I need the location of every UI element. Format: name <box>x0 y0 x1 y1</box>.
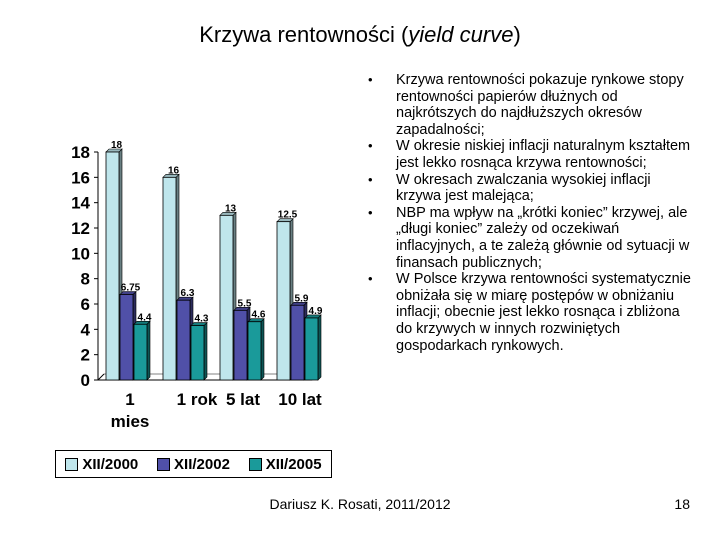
bullet-text: Krzywa rentowności pokazuje rynkowe stopy rentowności papierów dłużnych od najkrótszych do najdłuższych okresów zapadalności; <box>396 72 684 138</box>
bullet-item <box>368 138 698 171</box>
legend-item <box>65 456 138 473</box>
data-label: 6.75 <box>120 282 141 294</box>
x-tick-label-line: mies <box>110 412 150 431</box>
x-tick-label: 5 lat <box>225 390 261 409</box>
bar-side <box>261 319 264 380</box>
y-tick-label: 12 <box>71 219 90 238</box>
data-label: 4.9 <box>308 305 323 317</box>
y-tick-label: 8 <box>80 269 90 289</box>
y-tick-label: 0 <box>80 371 90 390</box>
bar <box>291 305 304 380</box>
legend-swatch <box>157 458 170 471</box>
y-tick-label: 18 <box>71 143 90 162</box>
slide-title-prefix: Krzywa rentowności ( <box>199 22 409 47</box>
bar <box>277 222 290 380</box>
x-tick-label: 1 rok <box>176 390 218 409</box>
legend-label: XII/2002 <box>174 455 230 473</box>
bullet-dot-icon: • <box>368 271 373 287</box>
bullet-text: W Polsce krzywa rentowności systematycznie obniżała się w miarę postępów w obniżaniu inflacji; obecnie jest lekko rosnąca i zbliżona do krzywych w innych rozwiniętych gospodarkach rynkowych. <box>396 271 691 354</box>
bullet-list <box>368 72 698 354</box>
bullet-text: W okresie niskiej inflacji naturalnym kształtem jest lekko rosnąca krzywa rentowności; <box>396 138 691 171</box>
y-tick-label: 4 <box>80 320 90 340</box>
y-tick-label: 2 <box>80 345 90 365</box>
bar <box>177 300 190 380</box>
slide-title <box>0 22 720 48</box>
slide-title-italic: yield curve <box>408 22 514 47</box>
bullet-dot-icon: • <box>368 138 373 154</box>
bullet-dot-icon: • <box>368 171 373 187</box>
floor-edge-line <box>98 374 104 380</box>
legend-swatch <box>249 458 262 471</box>
legend-item <box>157 456 230 473</box>
bullet-item <box>368 205 698 271</box>
x-tick-label: 10 lat <box>278 390 322 409</box>
data-label: 5.9 <box>294 293 309 305</box>
yield-bar-chart <box>50 140 340 440</box>
chart-svg <box>50 140 340 440</box>
bar <box>248 322 261 380</box>
bullet-item <box>368 271 698 354</box>
data-label: 13 <box>224 203 237 215</box>
chart-legend <box>55 450 332 478</box>
y-tick-label: 14 <box>71 193 90 213</box>
data-label: 4.4 <box>137 312 152 324</box>
bar <box>134 324 147 380</box>
bar-side <box>204 323 207 380</box>
legend-swatch <box>65 458 78 471</box>
bar <box>305 318 318 380</box>
data-label: 6.3 <box>180 288 195 300</box>
y-tick-label: 6 <box>80 295 90 314</box>
slide-title-suffix: ) <box>513 22 521 47</box>
data-label: 5.5 <box>237 298 252 310</box>
data-label: 4.6 <box>251 309 266 321</box>
bar <box>220 215 233 380</box>
data-label: 18 <box>110 140 123 151</box>
legend-label: XII/2000 <box>82 455 139 473</box>
data-label: 4.3 <box>194 313 209 325</box>
bar <box>234 310 247 380</box>
legend-item <box>249 456 322 473</box>
bar <box>191 326 204 380</box>
y-tick-label: 10 <box>71 244 90 264</box>
bar <box>106 152 119 380</box>
bullet-item <box>368 72 698 138</box>
bullet-dot-icon: • <box>368 204 373 220</box>
legend-label: XII/2005 <box>265 455 322 473</box>
data-label: 12.5 <box>277 209 298 221</box>
bullet-item <box>368 172 698 205</box>
x-tick-label <box>111 390 150 431</box>
bar <box>163 177 176 380</box>
bullet-dot-icon: • <box>368 72 373 87</box>
x-tick-label-line: 1 <box>125 390 135 409</box>
footer-author: Dariusz K. Rosati, 2011/2012 <box>269 496 451 512</box>
data-label: 16 <box>167 165 180 177</box>
bullet-text: W okresach zwalczania wysokiej inflacji krzywa jest malejąca; <box>396 171 651 205</box>
bullet-text: NBP ma wpływ na „krótki koniec” krzywej, ale „długi koniec” zależy od oczekiwań inflacyjnych, a te zależą głównie od sytuacji w finansach publicznych; <box>396 204 690 271</box>
bar-side <box>147 321 150 380</box>
page-number: 18 <box>674 496 690 512</box>
y-tick-label: 16 <box>71 168 90 188</box>
bar-side <box>318 315 321 380</box>
bar <box>120 295 133 381</box>
